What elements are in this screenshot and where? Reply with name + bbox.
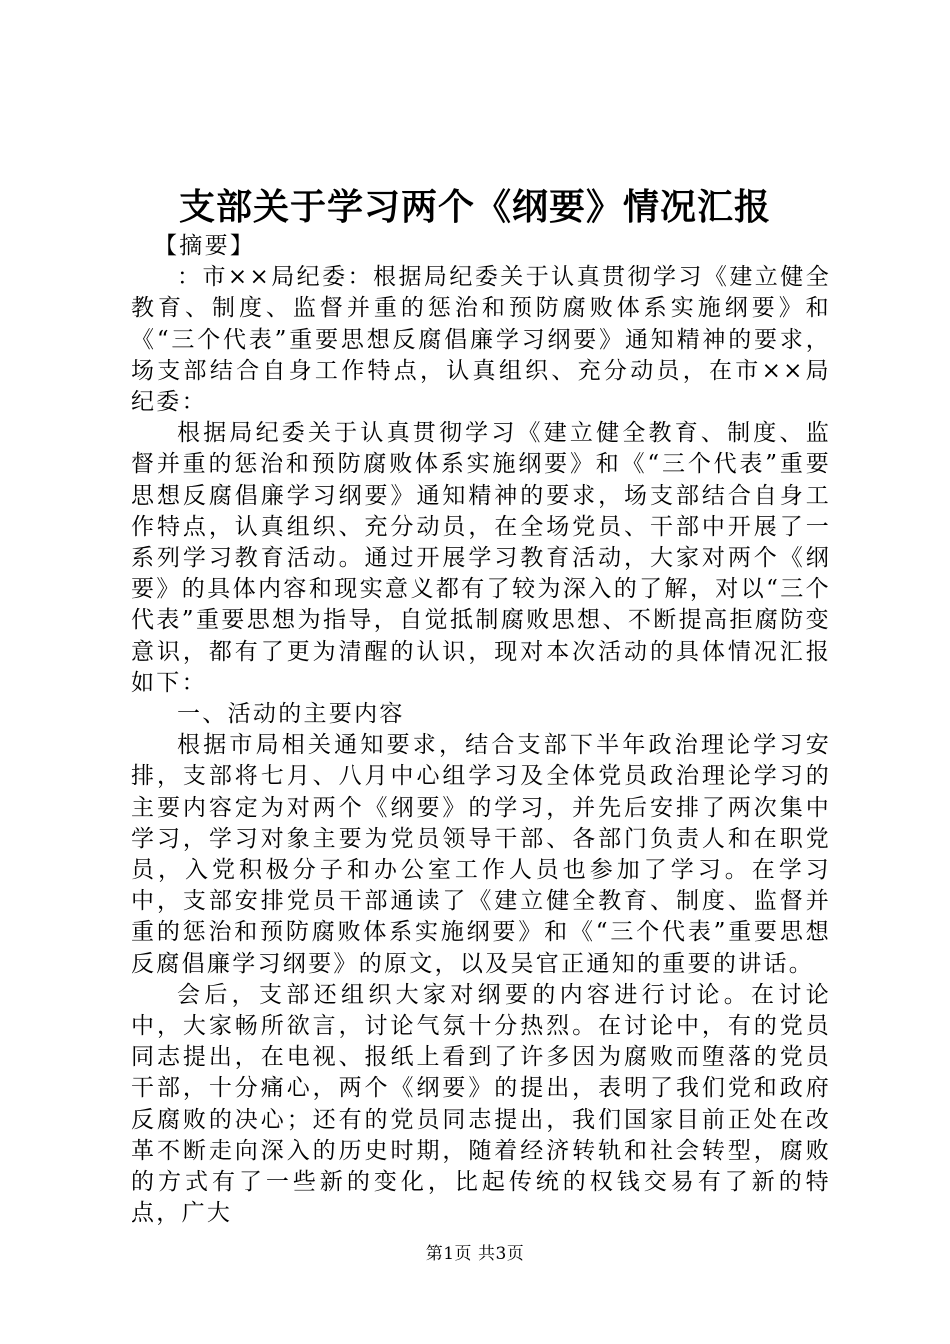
paragraph-discussion: 会后，支部还组织大家对纲要的内容进行讨论。在讨论中，大家畅所欲言，讨论气氛十分热烈。在讨论中，有的党员同志提出，在电视、报纸上看到了许多因为腐败而堕落的党员干部，十分痛心，两个《纲要》的提出，表明了我们党和政府反腐败的决心；还有的党员同志提出，我们国家目前正处在改革不断走向深入的历史时期，随着经济转轨和社会转型，腐败的方式有了一些新的变化，比起传统的权钱交易有了新的特点，广大 [131, 981, 831, 1227]
paragraph-intro: 根据局纪委关于认真贯彻学习《建立健全教育、制度、监督并重的惩治和预防腐败体系实施纲要》和《“三个代表”重要思想反腐倡廉学习纲要》通知精神的要求，场支部结合自身工作特点，认真组织、充分动员，在全场党员、干部中开展了一系列学习教育活动。通过开展学习教育活动，大家对两个《纲要》的具体内容和现实意义都有了较为深入的了解，对以“三个代表”重要思想为指导，自觉抵制腐败思想、不断提高拒腐防变意识，都有了更为清醒的认识，现对本次活动的具体情况汇报如下： [131, 420, 831, 696]
paragraph-content: 根据市局相关通知要求，结合支部下半年政治理论学习安排，支部将七月、八月中心组学习及全体党员政治理论学习的主要内容定为对两个《纲要》的学习，并先后安排了两次集中学习，学习对象主要为党员领导干部、各部门负责人和在职党员，入党积极分子和办公室工作人员也参加了学习。在学习中，支部安排党员干部通读了《建立健全教育、制度、监督并重的惩治和预防腐败体系实施纲要》和《“三个代表”重要思想反腐倡廉学习纲要》的原文，以及吴官正通知的重要的讲话。 [131, 732, 831, 977]
document-title: 支部关于学习两个《纲要》情况汇报 [178, 186, 771, 228]
paragraph-salutation: ：市××局纪委：根据局纪委关于认真贯彻学习《建立健全教育、制度、监督并重的惩治和预防腐败体系实施纲要》和《“三个代表”重要思想反腐倡廉学习纲要》通知精神的要求，场支部结合自身工作特点，认真组织、充分动员，在市××局纪委： [131, 264, 831, 416]
section-heading: 一、活动的主要内容 [177, 701, 405, 728]
page-footer: 第1页 共3页 [425, 1244, 525, 1264]
abstract-label: 【摘要】 [154, 233, 256, 259]
document-body [131, 231, 831, 1230]
